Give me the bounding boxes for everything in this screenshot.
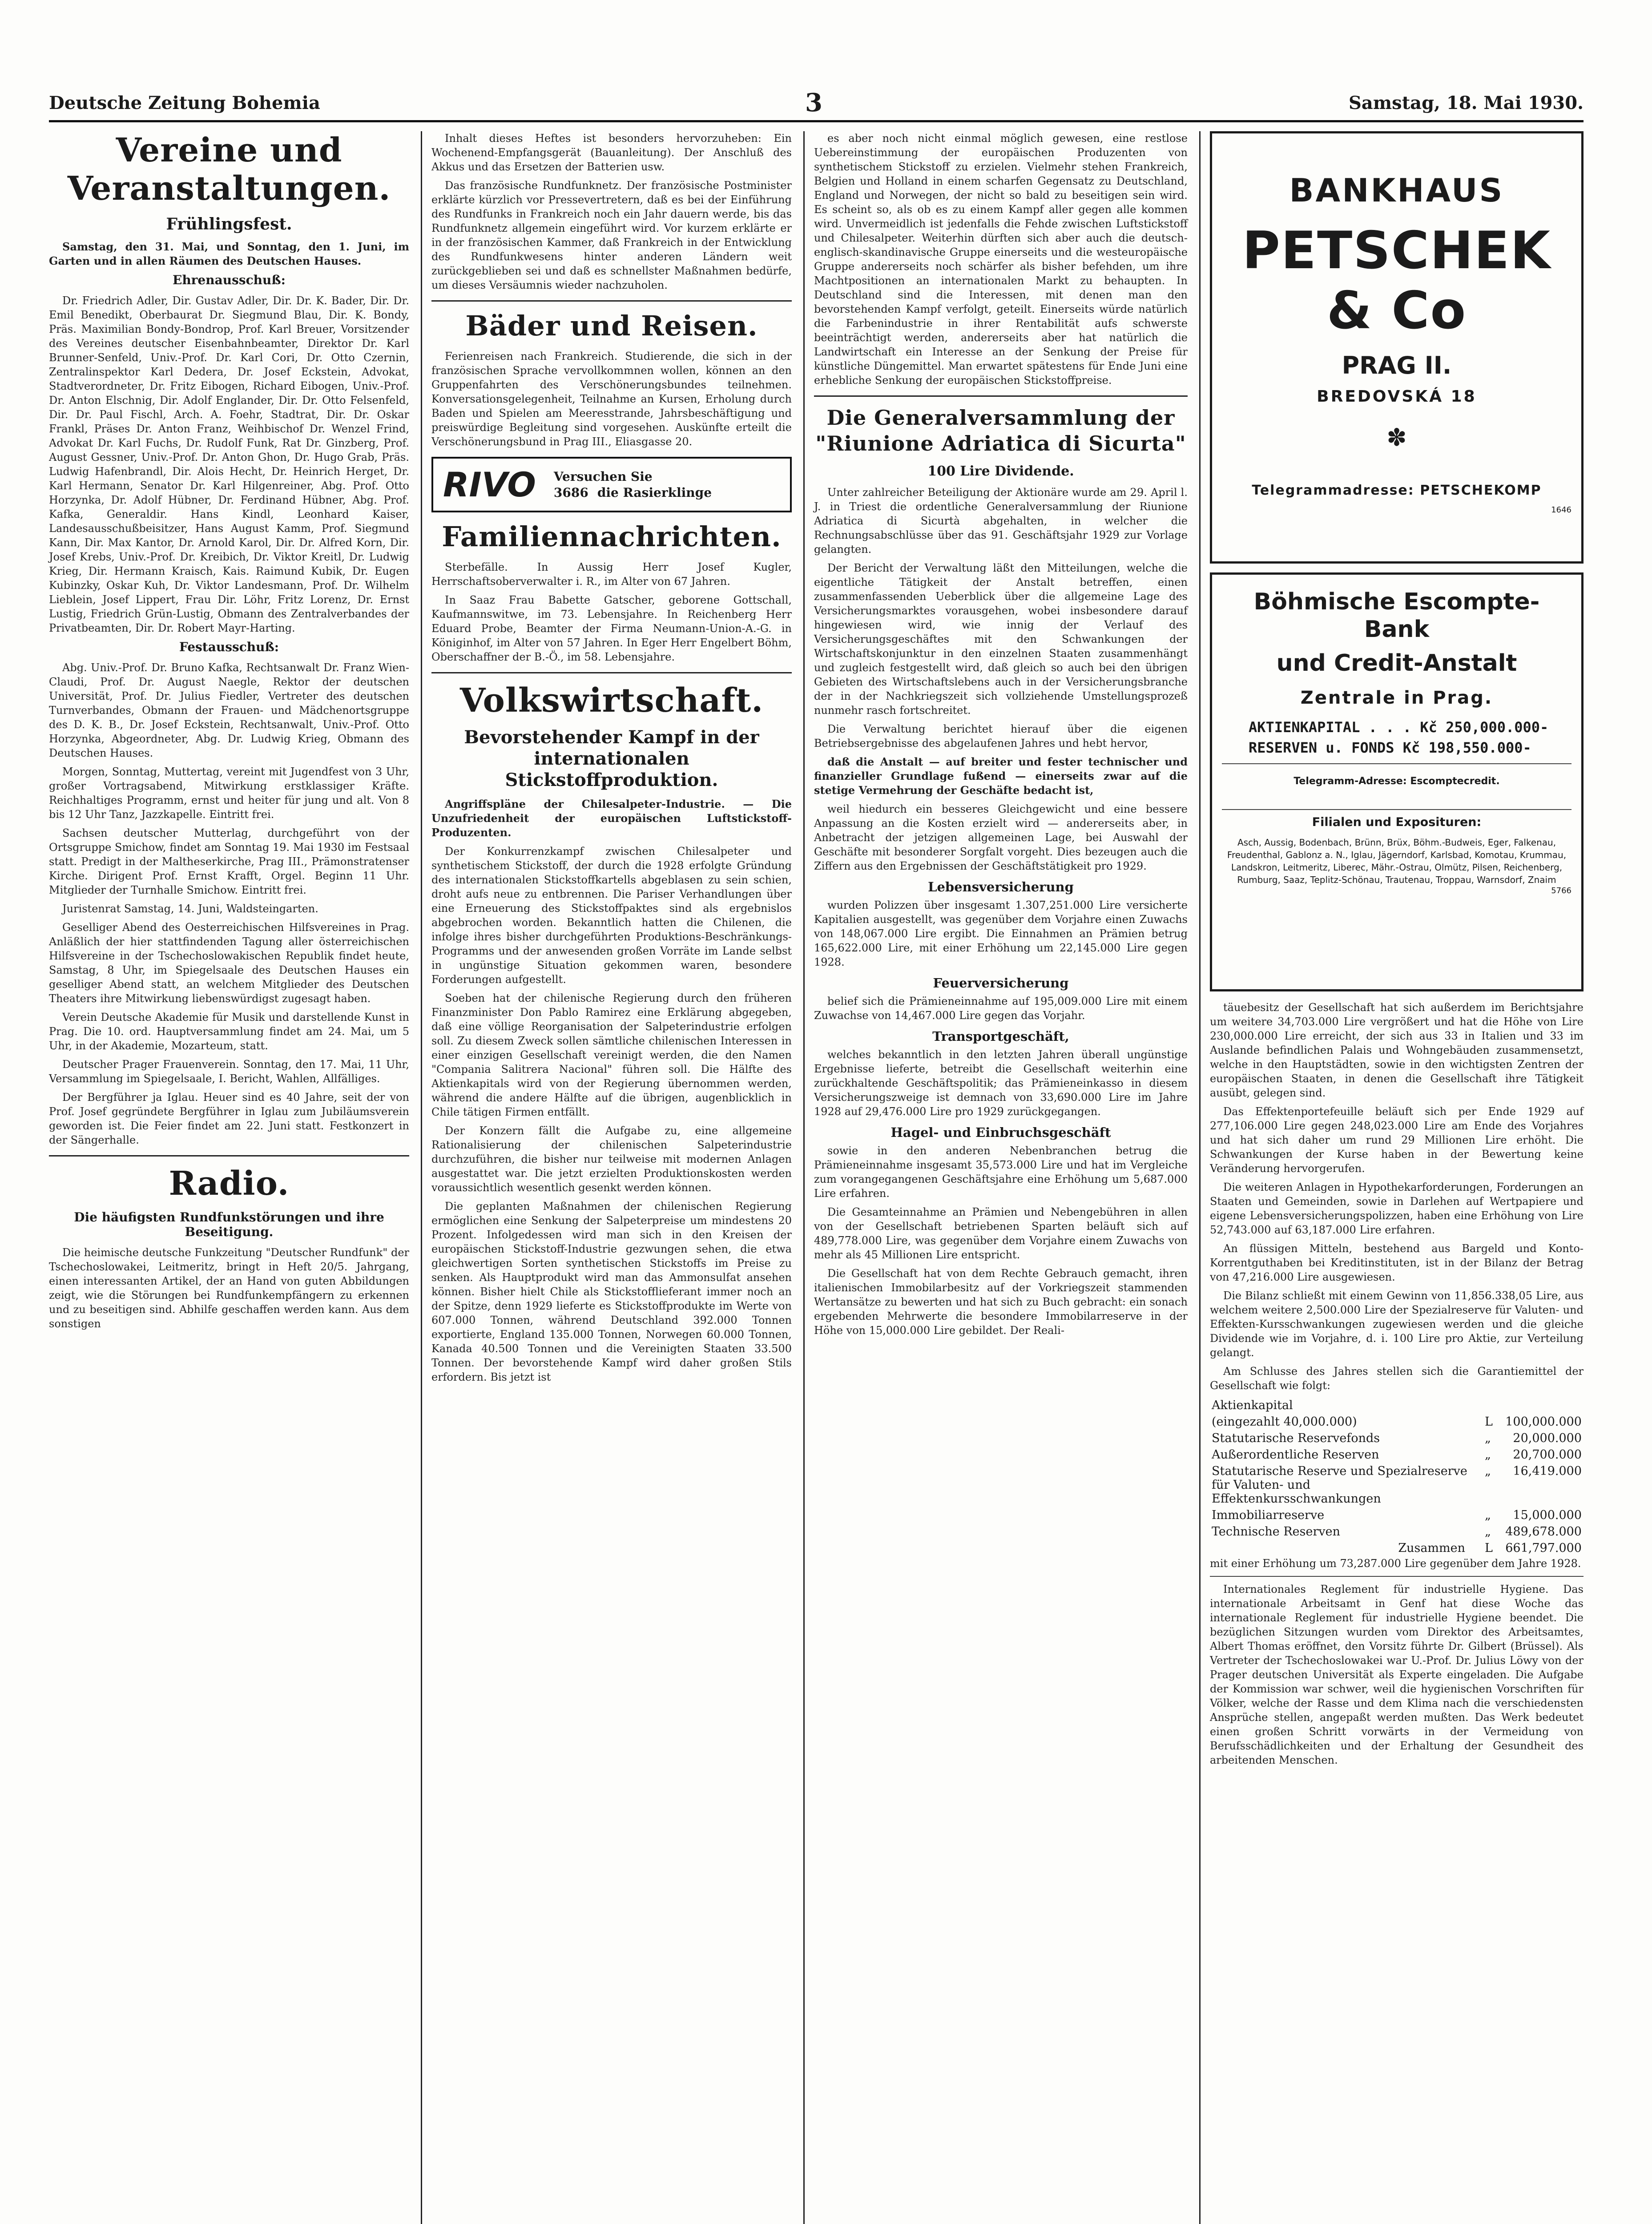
ad-number: 1646 — [1551, 505, 1571, 515]
guarantee-table — [1210, 1397, 1584, 1540]
festausschuss-label: Festausschuß: — [179, 640, 279, 654]
committee-text: Dr. Friedrich Adler, Dir. Gustav Adler, Dir. Dr. K. Bader, Dir. Dr. Emil Benedikt, Oberbaurat Dr. Siegmund Blau, Dir. K. Bondy, Präs. Maximilian Bondy-Bondrop, Prof. Karl Breuer, Vorsitzender des Vereines deutscher Eisenbahnbeamter, Direktor Dr. Karl Brunner-Senfeld, Univ.-Prof. Dr. Karl Cori, Dr. Otto Czernin, Zentralinspektor Karl Dedera, Dr. Josef Eckstein, Advokat, Stadtverordneter, Dr. Fritz Eibogen, Richard Eibogen, Univ.-Prof. Dr. Anton Elschnig, Dir. Adolf Englander, Dir. Dr. Otto Felsenfeld, Dir. Dr. Paul Fischl, Arch. A. Foehr, Stadtrat, Dir. Dr. Oskar Frankl, Präses Dr. Anton Franz, Weihbischof Dr. Wenzel Frind, Advokat Dr. Karl Fuchs, Dr. Rudolf Funk, Rat Dr. Ginzberg, Prof. August Gessner, Univ.-Prof. Dr. Anton Ghon, Dr. Hugo Grab, Präs. Ludwig Hafenbrandl, Dir. Alois Hecht, Dr. Heinrich Herget, Dr. Karl Hermann, Senator Dr. Karl Hilgenreiner, Abg. Prof. Otto Horzynka, Dr. Adolf Hübner, Dr. Ferdinand Hübner, Abg. Prof. Kafka, Generaldir. Hans Kindl, Leonhard Kaiser, Landesausschußbeisitzer, Hans August Kamm, Prof. Siegmund Kann, Dir. Max Kantor, Dr. Arnold Karol, Dir. Dr. Alfred Korn, Dir. Josef Krebs, Univ.-Prof. Dr. Kreibich, Dr. Viktor Kreitl, Dr. Ludwig Krieg, Dir. Hermann Kraisch, Kais. Raimund Kubik, Dr. Eugen Kubinzky, Oskar Kuh, Dr. Viktor Landesmann, Prof. Dr. Wilhelm Lieblein, Josef Lippert, Frau Dir. Löhr, Fritz Lorenz, Dr. Ernst Lustig, Friedrich Grün-Lustig, Obmann des Zentralverbandes der Privatbeamten, Dir. Dr. Robert Mayr-Harting. — [49, 294, 409, 634]
guarantee-total — [1210, 1540, 1584, 1556]
row-currency: „ — [1485, 1508, 1491, 1522]
transport-text: welches bekanntlich in den letzten Jahren überall ungünstige Ergebnisse lieferte, betreibt die Gesellschaft weiterhin eine zurückhaltende Geschäftspolitik; das Prämieneinkasso in diesem Versicherungszweige ist demnach von 33,690.000 Lire im Jahre 1928 auf 29,476.000 Lire pro 1929 zurückgegangen. — [814, 1048, 1188, 1118]
petschek-telegram: Telegrammadresse: PETSCHEKOMP — [1252, 483, 1542, 498]
running-head — [49, 88, 1584, 119]
general-text: Der Bericht der Verwaltung läßt den Mitteilungen, welche die eigentliche Tätigkeit der Anstalt betreffen, einen zusammenfassenden Ueberblick über die allgemeine Lage des Versicherungsmarktes vorausgehen, wobei insbesondere darauf hingewiesen wird, wie innig der Verlauf des Versicherungsgeschäftes mit den Schwankungen der Wirtschaftskonjunktur in den einzelnen Staaten zusammenhängt und zugleich festgestellt wird, daß gleich so auch bei den übrigen Gebieten des Wirtschaftslebens auch in der Versicherungsbranche der in der Nachkriegszeit sich vollziehende Umstellungsprozeß nunmehr rasch fortschreitet. — [814, 562, 1188, 717]
article-title-generalversammlung: Die Generalversammlung der "Riunione Adriatica di Sicurta" — [815, 406, 1186, 455]
general-text: daß die Anstalt — auf breiter und fester technischer und finanzieller Grundlage fußend — einerseits zwar auf die stetige Vermehrung der Geschäfte bedacht ist, — [814, 755, 1188, 797]
volks-text: Der Konkurrenzkampf zwischen Chilesalpeter und synthetischem Stickstoff, der durch die 1928 erfolgte Gründung des internationalen Stickstoffkartells abgeblasen zu sein schien, droht aufs neue zu entbrennen. Die Pariser Verhandlungen über eine Erneuerung des Stickstoffpaktes sind als ergebnislos abgebrochen worden. Bekanntlich hatten die Chilenen, die infolge ihres bisher durchgeführten Produktions-Beschränkungs-Programms und der anwesenden großen Vorräte im Lande selbst in ungünstige Situation gekommen waren, besondere Forderungen aufgestellt. — [431, 845, 792, 986]
column-1 — [49, 131, 409, 1335]
table-row — [1210, 1507, 1584, 1523]
column-4 — [1210, 131, 1584, 1772]
festausschuss-text: Abg. Univ.-Prof. Dr. Bruno Kafka, Rechtsanwalt Dr. Franz Wien-Claudi, Prof. Dr. August Naegle, Rektor der deutschen Universität, Prof. Dr. Julius Fiedler, Vertreter des deutschen Turnverbandes, Obmann der Frauen- und Mädchenortsgruppe des D. K. B., Dr. Josef Eckstein, Rechtsanwalt, Univ.-Prof. Otto Horzynka, Abgeordneter, Abg. Dr. Ludwig Krieg, Obmann des Deutschen Hauses. — [49, 661, 409, 759]
section-divider — [431, 672, 792, 673]
paper-name: Deutsche Zeitung Bohemia — [49, 93, 320, 113]
anlagen-text: Die weiteren Anlagen in Hypothekarforderungen, Forderungen an Staaten und Gemeinden, sowie in Darlehen auf Wertpapiere und eigene Lebensversicherungspolizzen, haben eine Erhöhung von Lire 52,743.000 auf 63,187.000 Lire erfahren. — [1210, 1181, 1584, 1236]
section-divider — [49, 1155, 409, 1156]
event-notice: Verein Deutsche Akademie für Musik und darstellende Kunst in Prag. Die 10. ord. Hauptversammlung findet am 24. Mai, um 5 Uhr, in der Akademie, Mozarteum, statt. — [49, 1011, 409, 1052]
issue-date: Samstag, 18. Mai 1930. — [1349, 93, 1584, 113]
event-notice: Geselliger Abend des Oesterreichischen Hilfsvereines in Prag. Anläßlich der hier stattfindenden Tagung aller österreichischen Hilfsvereine in der Tschechoslowakischen Republik findet heute, Samstag, 8 Uhr, im Spiegelsaale des Deutschen Hauses ein geselliger Abend statt, an welchem Mitglieder des Deutschen Theaters ihre Mitwirkung liebenswürdigst zugesagt haben. — [49, 921, 409, 1005]
total-after-text: mit einer Erhöhung um 73,287.000 Lire gegenüber dem Jahre 1928. — [1210, 1557, 1581, 1570]
divider — [1222, 763, 1571, 764]
divider — [1222, 809, 1571, 810]
row-value: 20,700.000 — [1513, 1448, 1582, 1462]
hagel-text: sowie in den anderen Nebenbranchen betrug die Prämieneinnahme insgesamt 35,573.000 Lire und hat im Vergleiche zum vorangegangenen Geschäftsjahre eine Erhöhung um 5,687.000 Lire erfahren. — [814, 1144, 1188, 1200]
volks-text: Soeben hat der chilenische Regierung durch den früheren Finanzminister Don Pablo Ramirez eine Erklärung abgegeben, daß eine völlige Reorganisation der Salpeterindustrie erfolgen soll. Zu diesem Zweck sollen sämtliche chilenischen Interessen in einer einzigen Gesellschaft vereinigt werden, die den Namen "Compania Salitrera Nacional" führen soll. Die Hälfte des Aktienkapitals wird von der Regierung übernommen werden, während die andere Hälfte auf die übrigen, augenblicklich in Chile tätigen Firmen entfällt. — [431, 992, 792, 1118]
total-currency: L — [1485, 1541, 1493, 1555]
bilanz-text: Die Bilanz schließt mit einem Gewinn von 11,856.338,05 Lire, aus welchem weitere 2,500.000 Lire der Spezialreserve für Valuten- und Effekten-Kursschwankungen zugewiesen werden und die gleiche Dividende wie im Vorjahre, d. i. 100 Lire pro Aktie, zur Verteilung gelangt. — [1210, 1289, 1584, 1359]
table-row — [1210, 1523, 1584, 1540]
row-currency: L — [1485, 1415, 1493, 1429]
label-lebensversicherung: Lebensversicherung — [928, 879, 1074, 894]
radio-france: Das französische Rundfunknetz. Der französische Postminister erklärte kürzlich vor Pressevertretern, daß es bei der Einführung des Rundfunks in Frankreich noch ein Jahr dauern werde, bis das Rundfunknetz allgemein eingeführt wird. Vor kurzem erklärte er in der französischen Kammer, daß Frankreich in der Entwicklung des Rundfunkwesens hinter anderen Ländern weit zurückgeblieben sei und daß es schnellster Maßnahmen bedürfe, um dieses Versäumnis wieder nachzuholen. — [431, 179, 792, 291]
row-label: Außerordentliche Reserven — [1212, 1448, 1379, 1462]
table-head: Aktienkapital — [1212, 1398, 1293, 1412]
column-divider — [421, 131, 422, 2224]
event-notice: Sachsen deutscher Mutterlag, durchgeführt von der Ortsgruppe Smichow, findet am Sonntag 19. Mai 1930 im Festsaal statt. Predigt in der Maltheserkirche, Prag III., Prämonstratenser Kirche. Dirigent Prof. Ernst Krafft, Orgel. Beginn 11 Uhr. Mitglieder der Turnhalle Smichow. Eintritt frei. — [49, 827, 409, 896]
section-divider — [431, 300, 792, 302]
column-divider — [803, 131, 805, 2224]
row-label: Immobiliarreserve — [1212, 1508, 1325, 1522]
escompte-places: Asch, Aussig, Bodenbach, Brünn, Brüx, Böhm.-Budweis, Eger, Falkenau, Freudenthal, Gablonz a. N., Iglau, Jägerndorf, Karlsbad, Komotau, Krummau, Landskron, Leitmeritz, Liberec, Mähr.-Ostrau, Olmütz, Pilsen, Reichenberg, Rumburg, Saaz, Teplitz-Schönau, Trautenau, Troppau, Warnsdorf, Znaim — [1227, 837, 1567, 885]
petschek-logo: PETSCHEK & Co — [1242, 221, 1551, 341]
table-row — [1210, 1414, 1584, 1430]
escompte-line2: und Credit-Anstalt — [1276, 650, 1517, 677]
escompte-filialen-label: Filialen und Exposituren: — [1312, 815, 1482, 829]
row-label: Technische Reserven — [1212, 1525, 1341, 1539]
escompte-telegram: Telegramm-Adresse: Escomptecredit. — [1293, 776, 1500, 787]
row-value: 20,000.000 — [1513, 1431, 1582, 1445]
row-label: Statutarische Reserve und Spezialreserve für Valuten- und Effektenkursschwankungen — [1212, 1464, 1467, 1506]
row-value: 489,678.000 — [1505, 1525, 1582, 1539]
escompte-zentrale: Zentrale in Prag. — [1300, 688, 1493, 708]
event-notice: Morgen, Sonntag, Muttertag, vereint mit Jugendfest von 3 Uhr, großer Vortragsabend, Mitwirkung erstklassiger Kräfte. Reichhaltiges Programm, ernst und heiter für jung und alt. Von 8 bis 12 Uhr Tanz, Jazzkapelle. Eintritt frei. — [49, 766, 409, 821]
effekten-text: Das Effektenportefeuille beläuft sich per Ende 1929 auf 277,106.000 Lire gegen 248,023.000 Lire am Ende des Vorjahres und hat sich daher um rund 29 Millionen Lire erhöht. Die Schwankungen der Kurse haben in der Bewertung keine Veränderung hervorgerufen. — [1210, 1105, 1584, 1175]
event-notice: Juristenrat Samstag, 14. Juni, Waldsteingarten. — [62, 902, 318, 915]
radio-subtitle: Die häufigsten Rundfunkstörungen und ihre Beseitigung. — [74, 1210, 384, 1239]
table-row — [1210, 1446, 1584, 1463]
row-currency: „ — [1485, 1464, 1491, 1478]
row-value: 16,419.000 — [1513, 1464, 1582, 1478]
petschek-advertisement — [1210, 131, 1584, 564]
section-title-baeder: Bäder und Reisen. — [465, 310, 758, 342]
familien-text: Sterbefälle. In Aussig Herr Josef Kugler, Herrschaftsoberverwalter i. R., im Alter von 67 Jahren. — [431, 561, 792, 588]
section-title-radio: Radio. — [169, 1164, 290, 1203]
row-currency: „ — [1485, 1525, 1491, 1539]
radio-text: Die heimische deutsche Funkzeitung "Deutscher Rundfunk" der Tschechoslowakei, Leitmeritz, bringt in Heft 20/5. Jahrgang, einen interessanten Artikel, der an Hand von guten Abbildungen zeigt, wie die Störungen bei Rundfunkempfängern zu erkennen und zu beseitigen sind. Abhilfe geschaffen werden kann. Aus dem sonstigen — [49, 1246, 409, 1330]
dividend-subtitle: 100 Lire Dividende. — [927, 463, 1074, 479]
column-3 — [814, 131, 1188, 1342]
ad-number: 5766 — [1551, 886, 1571, 895]
committee-label: Ehrenausschuß: — [172, 273, 286, 287]
row-value: 100,000.000 — [1505, 1415, 1582, 1429]
row-label: Statutarische Reservefonds — [1212, 1431, 1380, 1445]
ornament-icon: ✽ — [1386, 423, 1407, 451]
section-title-volkswirtschaft: Volkswirtschaft. — [459, 681, 764, 720]
petschek-street: BREDOVSKÁ 18 — [1317, 387, 1477, 406]
row-currency: „ — [1485, 1431, 1491, 1445]
familien-text: In Saaz Frau Babette Gatscher, geborene Gottschall, Kaufmannswitwe, im 73. Lebensjahre. In Reichenberg Herr Eduard Probe, Beamter der Firma Neumann-Union-A.-G. in Königinhof, im Alter von 57 Jahren. In Eger Herr Engelbert Böhm, Oberschaffner der B.-Ö., im 58. Lebensjahre. — [431, 594, 792, 663]
baeder-text: Ferienreisen nach Frankreich. Studierende, die sich in der französischen Sprache vervollkommnen wollen, können an den Gruppenfahrten des Verschönerungsbundes teilnehmen. Konversationsgelegenheit, Teilnahme an Kursen, Erholung durch Baden und Spielen am Meeresstrande, Jahrsbeschäftigung und preiswürdige Begleitung sind vorgesehen. Auskünfte erteilt die Verschönerungsbund in Prag III., Eliasgasse 20. — [431, 350, 792, 448]
volks-subtitle: Bevorstehender Kampf in der internationalen Stickstoffproduktion. — [464, 727, 759, 790]
petschek-line1: BANKHAUS — [1289, 172, 1504, 209]
feuer-text: belief sich die Prämieneinnahme auf 195,009.000 Lire mit einem Zuwachse von 14,467.000 Lire gegen das Vorjahr. — [814, 995, 1188, 1022]
event-intro: Samstag, den 31. Mai, und Sonntag, den 1. Juni, im Garten und in allen Räumen des Deutschen Hauses. — [49, 240, 409, 267]
header-rule — [49, 120, 1584, 122]
label-transport: Transportgeschäft, — [932, 1029, 1069, 1044]
label-feuerversicherung: Feuerversicherung — [933, 975, 1069, 991]
label-hagel: Hagel- und Einbruchsgeschäft — [890, 1125, 1111, 1140]
radio-continued: Inhalt dieses Heftes ist besonders hervorzuheben: Ein Wochenend-Empfangsgerät (Bauanleitung). Der Anschluß des Akkus und das Ersetzen der Batterien usw. — [431, 132, 792, 173]
rivo-code: 3686 — [553, 485, 588, 500]
divider — [1210, 1576, 1584, 1577]
recht-text: Die Gesellschaft hat von dem Rechte Gebrauch gemacht, ihren italienischen Immobilarbesitz auf der Vorkriegszeit stammenden Wertansätze zu bewerten und hat sich zu Buch gebracht: ein sonach ergebenden Mehrwerte die besondere Immobilarreserve in der Höhe von 15,000.000 Lire gebildet. Der Reali- — [814, 1267, 1188, 1337]
liquid-text: An flüssigen Mitteln, bestehend aus Bargeld und Konto-Korrentguthaben bei Kreditinstituten, ist in der Bilanz der Betrag von 47,216.000 Lire ausgewiesen. — [1210, 1242, 1584, 1283]
row-value: 15,000.000 — [1513, 1508, 1582, 1522]
hygiene-text: Internationales Reglement für industrielle Hygiene. Das internationale Arbeitsamt in Genf hat diese Woche das internationale Reglement für industrielle Hygiene beendet. Die bezüglichen Sitzungen wurden vom Direktor des Arbeitsamtes, Albert Thomas eröffnet, den Vorsitz führte Dr. Gilbert (Brüssel). Als Vertreter der Tschechoslowakei war U.-Prof. Dr. Julius Löwy von der Prager deutschen Universität als Experte eingeladen. Die Aufgabe der Kommission war schwer, weil die hygienischen Vorschriften für Völker, welche der Rasse und dem Klima nach die verschiedensten Ansprüche stellen, angepaßt werden mußten. Das Werk bedeutet einen großen Schritt vorwärts in der Vermeidung von Berufsschädlichkeiten und der Erhaltung der Gesundheit des arbeitenden Menschen. — [1210, 1583, 1584, 1766]
stickstoff-continued: es aber noch nicht einmal möglich gewesen, eine restlose Uebereinstimmung der europäischen Produzenten von synthetischem Stickstoff zu erzielen. Vielmehr stehen Frankreich, Belgien und Holland in einem scharfen Gegensatz zu Deutschland, England und Norwegen, der nicht so bald zu beseitigen sein wird. Es scheint so, als ob es zu einem Kampf aller gegen alle kommen wird. Unvermeidlich ist jedenfalls die Fehde zwischen Luftstickstoff und Chilesalpeter. Weiterhin dürften sich aber auch die deutsch-englisch-skandinavische Gruppe einerseits und die westeuropäische Gruppe andererseits noch schärfer als bisher befehden, um ihre Machtpositionen an internationalen Markt zu behaupten. In Deutschland sind die Interessen, mit denen man den bevorstehenden Kampf verfolgt, geteilt. Einerseits würde natürlich die Farbenindustrie in ihrer Rentabilität aufs schwerste beeinträchtigt werden, andererseits aber hat natürlich die Landwirtschaft ein Interesse an der Senkung der Preise für künstliche Düngemittel. Man erwartet spätestens für Ende Juni eine erhebliche Senkung der europäischen Stickstoffpreise. — [814, 132, 1188, 387]
garantie-text: Am Schlusse des Jahres stellen sich die Garantiemittel der Gesellschaft wie folgt: — [1210, 1365, 1584, 1392]
table-row — [1210, 1463, 1584, 1507]
rivo-logo: RIVO — [443, 465, 536, 504]
general-text: Die Verwaltung berichtet hierauf über die eigenen Betriebsergebnisse des abgelaufenen Jahres und hebt hervor, — [814, 723, 1188, 749]
section-title-vereine: Vereine und Veranstaltungen. — [67, 131, 391, 208]
event-notice: Deutscher Prager Frauenverein. Sonntag, den 17. Mai, 11 Uhr, Versammlung im Spiegelsaale, I. Bericht, Wahlen, Allfälliges. — [49, 1058, 409, 1085]
page-number: 3 — [805, 88, 822, 117]
escompte-line1: Böhmische Escompte-Bank — [1253, 588, 1540, 643]
gesamt-text: Die Gesamteinnahme an Prämien und Nebengebühren in allen von der Gesellschaft betriebenen Sparten beläuft sich auf 489,778.000 Lire, was gegenüber dem Vorjahre einem Zuwachs von mehr als 45 Millionen Lire entspricht. — [814, 1206, 1188, 1261]
lebens-text: wurden Polizzen über insgesamt 1.307,251.000 Lire versicherte Kapitalien ausgestellt, was gegenüber dem Vorjahre einen Zuwachs von 148,067.000 Lire ergibt. Die Einnahmen an Prämien betrug 165,622.000 Lire, mit einer Erhöhung um 22,145.000 Lire gegen 1928. — [814, 899, 1188, 968]
section-divider — [814, 395, 1188, 397]
rivo-advertisement — [431, 457, 792, 512]
total-label: Zusammen — [1398, 1541, 1465, 1555]
general-text: Unter zahlreicher Beteiligung der Aktionäre wurde am 29. April l. J. in Triest die ordentliche Generalversammlung der Riunione Adriatica di Sicurtà abgehalten, in welcher die Rechnungsabschlüsse über das 91. Geschäftsjahr 1929 zur Vorlage gelangten. — [814, 486, 1188, 556]
volks-lead: Angriffspläne der Chilesalpeter-Industrie. — Die Unzufriedenheit der europäischen Luftstickstoff-Produzenten. — [431, 798, 792, 839]
newspaper-page — [49, 76, 1584, 2224]
escompte-advertisement — [1210, 572, 1584, 991]
row-label: (eingezahlt 40,000.000) — [1212, 1415, 1357, 1429]
realty-text: täuebesitz der Gesellschaft hat sich außerdem im Berichtsjahre um weitere 34,703.000 Lire vergrößert und hat die Höhe von Lire 230,000.000 Lire erreicht, der sich aus 33 in Italien und 33 im Auslande befindlichen Palais und Wohngebäuden zusammensetzt, welche in den Hauptstädten, sowie in den wichtigsten Zentren der europäischen Staaten, in denen die Gesellschaft ihre Tätigkeit ausübt, gelegen sind. — [1210, 1001, 1584, 1099]
escompte-reserves: RESERVEN u. FONDS Kč 198,550.000- — [1249, 739, 1531, 756]
subsection-fruehlingsfest: Frühlingsfest. — [166, 215, 292, 234]
general-text: weil hiedurch ein besseres Gleichgewicht und eine bessere Anpassung an die Kosten erzielt wird — andererseits aber, in Anbetracht der jetzigen allgemeinen Lage, bei Auswahl der Geschäfte mit besonderer Sorgfalt vorgeht. Dies bezeugen auch die Ziffern aus den Ergebnissen der Geschäftstätigkeit pro 1929. — [814, 803, 1188, 872]
escompte-capital: AKTIENKAPITAL . . . Kč 250,000.000- — [1249, 719, 1549, 736]
event-notice: Der Bergführer ja Iglau. Heuer sind es 40 Jahre, seit der von Prof. Josef gegründete Bergführer in Iglau zum Jubiläumsverein geworden ist. Die Feier findet am 22. Juni statt. Festkonzert in der Sängerhalle. — [49, 1091, 409, 1146]
petschek-city: PRAG II. — [1342, 351, 1452, 379]
volks-text: Der Konzern fällt die Aufgabe zu, eine allgemeine Rationalisierung der chilenischen Salpeterindustrie durchzuführen, die bisher nur teilweise mit modernen Anlagen ausgestattet war. Die jetzt erzielten Produktionskosten werden voraussichtlich wesentlich gesenkt werden können. — [431, 1124, 792, 1194]
column-2 — [431, 131, 792, 1389]
row-currency: „ — [1485, 1448, 1491, 1462]
column-divider — [1199, 131, 1201, 2224]
volks-text: Die geplanten Maßnahmen der chilenischen Regierung ermöglichen eine Senkung der Salpeterpreise um mindestens 20 Prozent. Infolgedessen wird man sich in den Kreisen der europäischen Stickstoff-Industrie gezwungen sehen, die etwa gleichwertigen Sorten synthetischen Stickstoffs im Preise zu senken. Als Hauptprodukt wird man das Ammonsulfat ansehen können. Bisher hielt Chile als Stickstofflieferant immer noch an der Spitze, denn 1929 lieferte es Stickstoffprodukte im Werte von 607.000 Tonnen, während Deutschland 392.000 Tonnen exportierte, England 135.000 Tonnen, Norwegen 60.000 Tonnen, Kanada 40.500 Tonnen und die Vereinigten Staaten 33.500 Tonnen. Der bevorstehende Kampf wird daher großen Stils erfordern. Bis jetzt ist — [431, 1200, 792, 1383]
total-value: 661,797.000 — [1505, 1541, 1582, 1555]
section-title-familien: Familiennachrichten. — [442, 520, 782, 553]
rivo-slogan: Versuchen Sie 3686 die Rasierklinge — [553, 469, 712, 500]
table-row — [1210, 1430, 1584, 1446]
